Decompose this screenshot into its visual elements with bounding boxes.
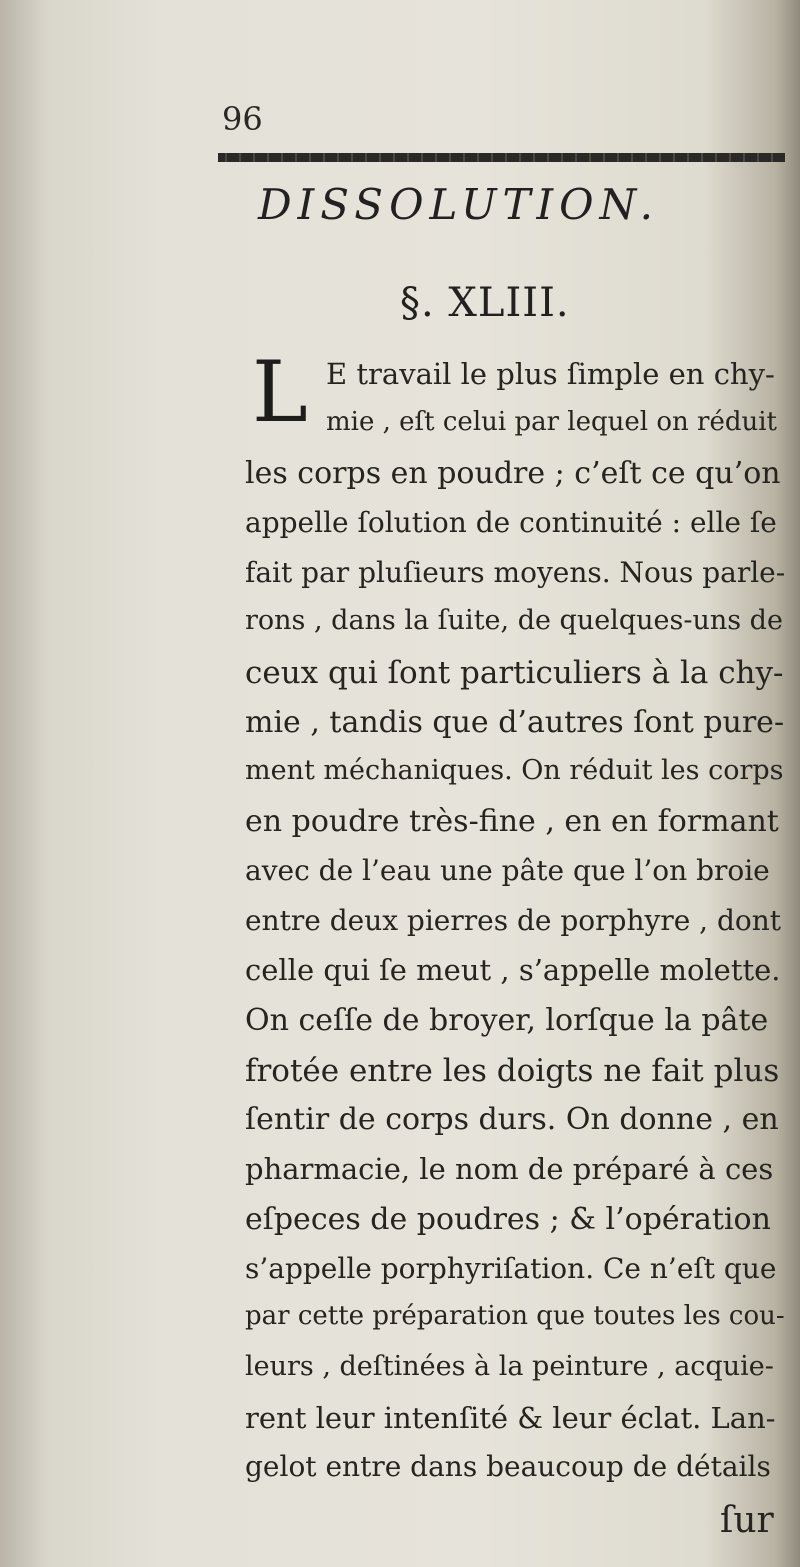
text-line: eſpeces de poudres ; & l’opération	[245, 1202, 771, 1237]
text-line: fait par pluſieurs moyens. Nous parle-	[245, 556, 786, 589]
text-line: rent leur intenſité & leur éclat. Lan-	[245, 1401, 776, 1435]
catchword: ſur	[720, 1500, 774, 1541]
text-line: appelle ſolution de continuité : elle ſe	[245, 506, 777, 539]
text-line: avec de l’eau une pâte que l’on broie	[245, 854, 770, 887]
ornamental-rule	[218, 153, 785, 162]
text-line: ſentir de corps durs. On donne , en	[245, 1102, 779, 1137]
text-line: mie , eſt celui par lequel on réduit	[326, 407, 777, 437]
text-line: pharmacie, le nom de préparé à ces	[245, 1152, 774, 1186]
drop-cap: L	[252, 343, 308, 441]
text-line: ceux qui ſont particuliers à la chy-	[245, 655, 784, 691]
text-line: entre deux pierres de porphyre , dont	[245, 904, 782, 937]
text-line: mie , tandis que d’autres ſont pure-	[245, 705, 785, 740]
text-line: On ceſſe de broyer, lorſque la pâte	[245, 1003, 769, 1038]
text-line: s’appelle porphyriſation. Ce n’eſt que	[245, 1252, 777, 1285]
page-number: 96	[222, 100, 263, 138]
text-line: les corps en poudre ; c’eſt ce qu’on	[245, 456, 781, 491]
text-line: gelot entre dans beaucoup de détails	[245, 1450, 771, 1483]
text-line: ment méchaniques. On réduit les corps	[245, 755, 784, 786]
chapter-title: DISSOLUTION.	[258, 180, 659, 229]
text-line: leurs , deſtinées à la peinture , acquie-	[245, 1351, 774, 1382]
text-line: celle qui ſe meut , s’appelle molette.	[245, 953, 781, 987]
text-line: E travail le plus ſimple en chy-	[326, 357, 775, 391]
text-line: frotée entre les doigts ne fait plus	[245, 1053, 780, 1089]
text-line: par cette préparation que toutes les cou-	[245, 1301, 785, 1331]
text-line: en poudre très-fine , en en formant	[245, 804, 779, 839]
text-line: rons , dans la ſuite, de quelques-uns de	[245, 605, 783, 636]
section-heading: §. XLIII.	[400, 280, 570, 326]
